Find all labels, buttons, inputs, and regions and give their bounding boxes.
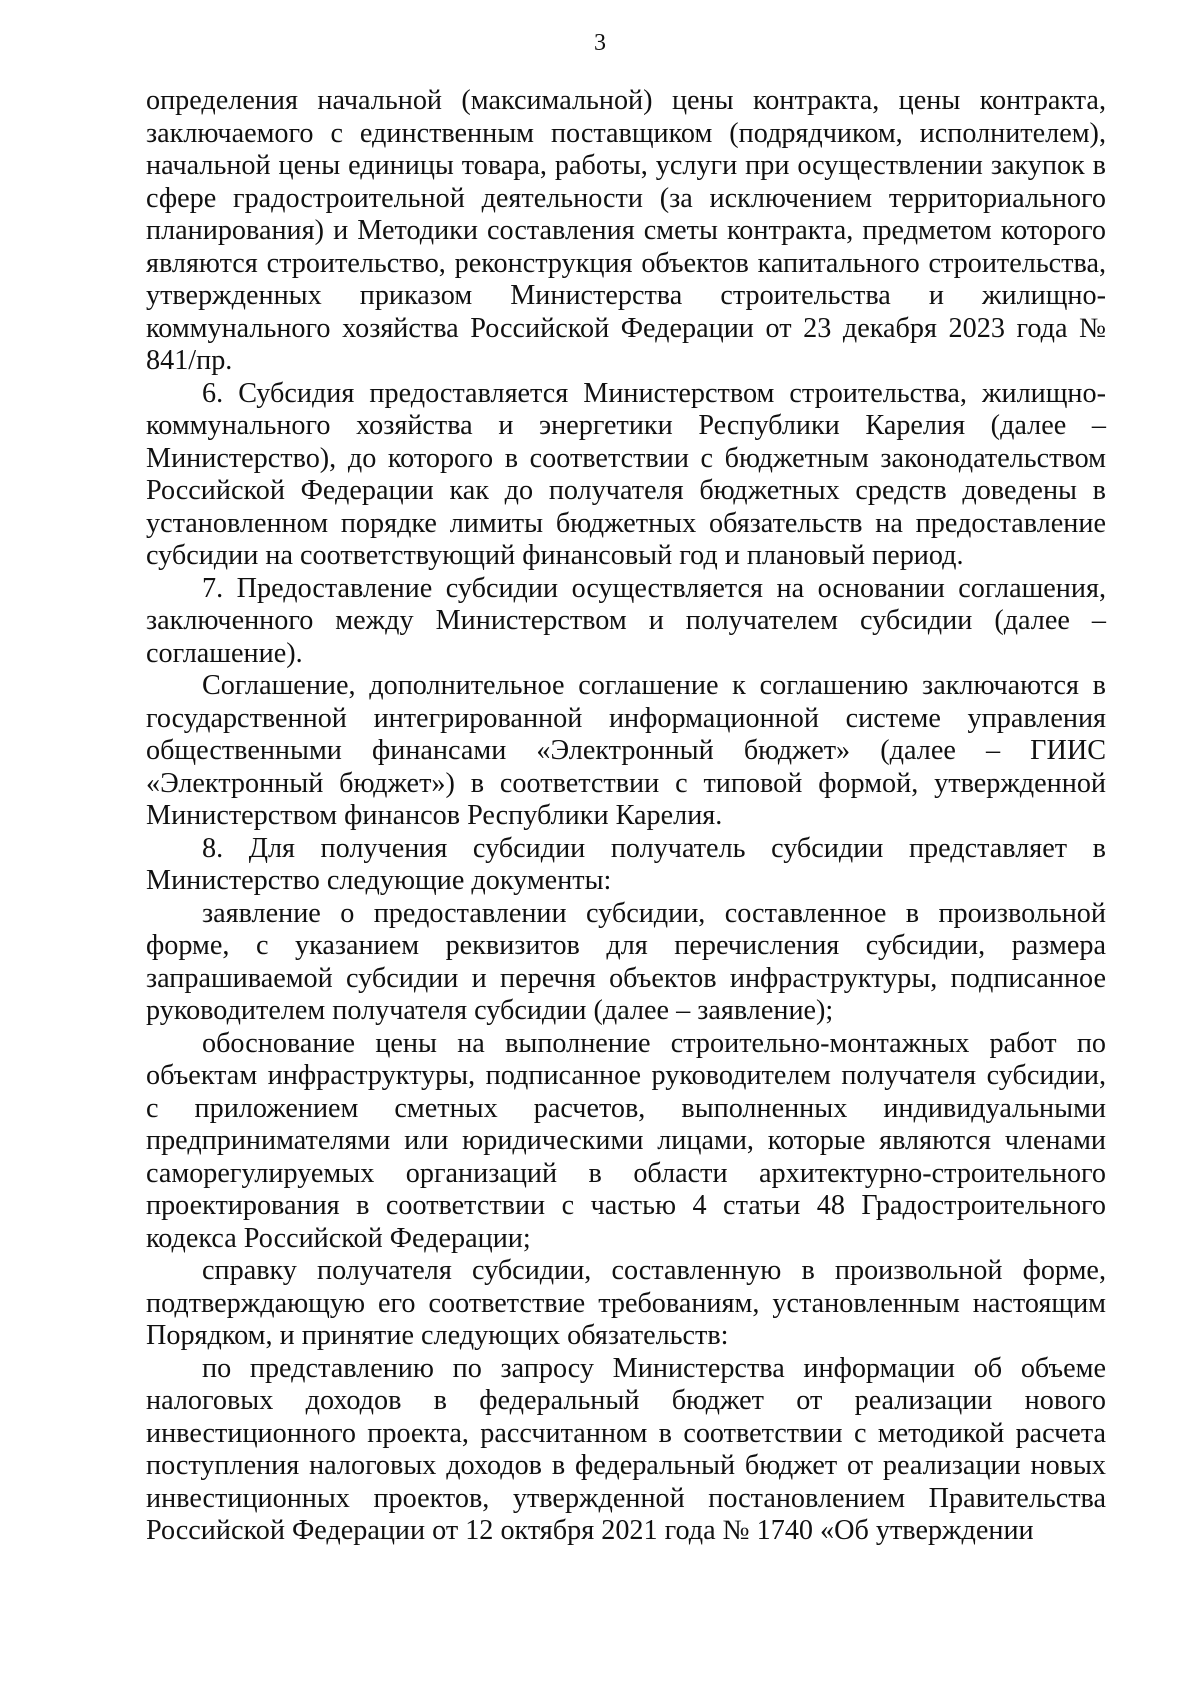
paragraph-agreement: Соглашение, дополнительное соглашение к соглашению заключаются в государственной интегрированной информационной системе управления общественными финансами «Электронный бюджет» (далее – ГИИС «Электронный бюджет») в соответствии с типовой формой, утвержденной Министерством финансов Республики Карелия. — [146, 670, 1106, 831]
paragraph-item-8: 8. Для получения субсидии получатель субсидии представляет в Министерство следующие документы: — [146, 832, 1106, 896]
paragraph-continuation: определения начальной (максимальной) цены контракта, цены контракта, заключаемого с единственным поставщиком (подрядчиком, исполнителем), начальной цены единицы товара, работы, услуги при осуществлении закупок в сфере градостроительной деятельности (за исключением территориального планирования) и Методики составления сметы контракта, предметом которого являются строительство, реконструкция объектов капитального строительства, утвержденных приказом Министерства строительства и жилищно-коммунального хозяйства Российской Федерации от 23 декабря 2023 года № 841/пр. — [146, 85, 1106, 376]
paragraph-price-justification: обоснование цены на выполнение строительно-монтажных работ по объектам инфраструктуры, подписанное руководителем получателя субсидии, с приложением сметных расчетов, выполненных индивидуальными предпринимателями или юридическими лицами, которые являются членами саморегулируемых организаций в области архитектурно-строительного проектирования в соответствии с частью 4 статьи 48 Градостроительного кодекса Российской Федерации; — [146, 1027, 1106, 1254]
paragraph-application: заявление о предоставлении субсидии, составленное в произвольной форме, с указанием реквизитов для перечисления субсидии, размера запрашиваемой субсидии и перечня объектов инфраструктуры, подписанное руководителем получателя субсидии (далее – заявление); — [146, 897, 1106, 1026]
document-body — [146, 85, 1106, 1548]
paragraph-item-7: 7. Предоставление субсидии осуществляется на основании соглашения, заключенного между Министерством и получателем субсидии (далее – соглашение). — [146, 572, 1106, 669]
paragraph-certificate: справку получателя субсидии, составленную в произвольной форме, подтверждающую его соответствие требованиям, установленным настоящим Порядком, и принятие следующих обязательств: — [146, 1255, 1106, 1351]
page-number: 3 — [594, 30, 606, 56]
paragraph-item-6: 6. Субсидия предоставляется Министерством строительства, жилищно-коммунального хозяйства и энергетики Республики Карелия (далее – Министерство), до которого в соответствии с бюджетным законодательством Российской Федерации как до получателя бюджетных средств доведены в установленном порядке лимиты бюджетных обязательств на предоставление субсидии на соответствующий финансовый год и плановый период. — [146, 377, 1106, 571]
paragraph-tax-info: по представлению по запросу Министерства информации об объеме налоговых доходов в федеральный бюджет от реализации нового инвестиционного проекта, рассчитанном в соответствии с методикой расчета поступления налоговых доходов в федеральный бюджет от реализации новых инвестиционных проектов, утвержденной постановлением Правительства Российской Федерации от 12 октября 2021 года № 1740 «Об утверждении — [146, 1352, 1106, 1546]
